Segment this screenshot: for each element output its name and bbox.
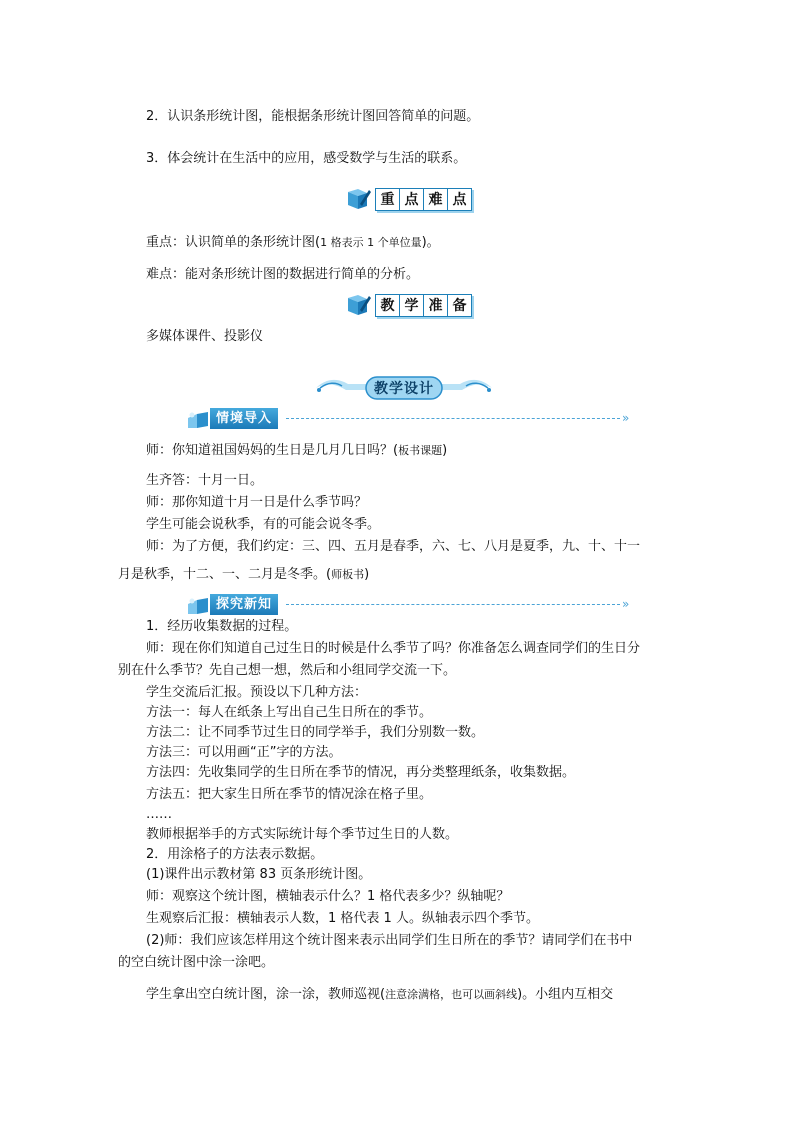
key-points-header (345, 186, 472, 212)
explore-tag (186, 594, 636, 616)
book-icon (186, 410, 210, 430)
header-char: 学 (400, 295, 424, 316)
intro-line: 月是秋季，十二、一、二月是冬季。(师板书) (118, 567, 370, 582)
explore-tag-label: 探究新知 (210, 594, 278, 615)
intro-line: 生齐答：十月一日。 (146, 473, 264, 488)
preparation-header (345, 292, 472, 318)
key-point-text: 重点：认识简单的条形统计图(1 格表示 1 个单位量)。 (146, 235, 440, 250)
dashed-line (286, 418, 620, 419)
intro-tag (186, 408, 636, 430)
design-banner (312, 374, 496, 402)
dashed-line (286, 604, 620, 605)
objective-3: 3．体会统计在生活中的应用，感受数学与生活的联系。 (146, 151, 467, 166)
book-icon (186, 596, 210, 616)
double-chevron-icon: » (622, 411, 630, 425)
header-char: 准 (424, 295, 448, 316)
explore-line: (1)课件出示教材第 83 页条形统计图。 (146, 867, 372, 882)
explore-line: (2)师：我们应该怎样用这个统计图来表示出同学们生日所在的季节？请同学们在书中 (146, 933, 633, 948)
explore-line: 师：观察这个统计图，横轴表示什么？1 格代表多少？纵轴呢？ (146, 889, 510, 904)
explore-line: 方法二：让不同季节过生日的同学举手，我们分别数一数。 (146, 725, 485, 740)
explore-line: 方法一：每人在纸条上写出自己生日所在的季节。 (146, 705, 433, 720)
design-banner-title: 教学设计 (374, 381, 434, 397)
intro-line: 师：你知道祖国妈妈的生日是几月几日吗？(板书课题) (146, 443, 448, 458)
header-char: 点 (448, 189, 471, 210)
explore-line: 的空白统计图中涂一涂吧。 (118, 955, 275, 970)
objective-2: 2．认识条形统计图，能根据条形统计图回答简单的问题。 (146, 109, 480, 124)
intro-line: 学生可能会说秋季，有的可能会说冬季。 (146, 517, 381, 532)
explore-line: 方法三：可以用画“正”字的方法。 (146, 745, 342, 760)
header-char: 难 (424, 189, 448, 210)
header-char: 点 (400, 189, 424, 210)
difficult-point-text: 难点：能对条形统计图的数据进行简单的分析。 (146, 267, 420, 282)
book-pen-icon (345, 186, 371, 212)
explore-line: 教师根据举手的方式实际统计每个季节过生日的人数。 (146, 827, 459, 842)
header-char: 教 (376, 295, 400, 316)
explore-line: 生观察后汇报：横轴表示人数，1 格代表 1 人。纵轴表示四个季节。 (146, 911, 539, 926)
intro-line: 师：那你知道十月一日是什么季节吗？ (146, 495, 368, 510)
explore-line: …… (146, 807, 172, 822)
explore-line: 1．经历收集数据的过程。 (146, 619, 298, 634)
explore-line: 方法五：把大家生日所在季节的情况涂在格子里。 (146, 787, 433, 802)
header-char: 备 (448, 295, 471, 316)
intro-tag-label: 情境导入 (210, 408, 278, 429)
explore-line: 学生交流后汇报。预设以下几种方法： (146, 685, 368, 700)
explore-line: 别在什么季节？先自己想一想，然后和小组同学交流一下。 (118, 663, 457, 678)
explore-line: 方法四：先收集同学的生日所在季节的情况，再分类整理纸条，收集数据。 (146, 765, 576, 780)
explore-line: 2．用涂格子的方法表示数据。 (146, 847, 324, 862)
book-pen-icon (345, 292, 371, 318)
preparation-text: 多媒体课件、投影仪 (146, 329, 264, 344)
double-chevron-icon: » (622, 597, 630, 611)
intro-line: 师：为了方便，我们约定：三、四、五月是春季，六、七、八月是夏季，九、十、十一 (146, 539, 641, 554)
explore-line: 学生拿出空白统计图，涂一涂，教师巡视(注意涂满格，也可以画斜线)。小组内互相交 (146, 987, 614, 1002)
header-char: 重 (376, 189, 400, 210)
explore-line: 师：现在你们知道自己过生日的时候是什么季节了吗？你准备怎么调查同学们的生日分 (146, 641, 641, 656)
